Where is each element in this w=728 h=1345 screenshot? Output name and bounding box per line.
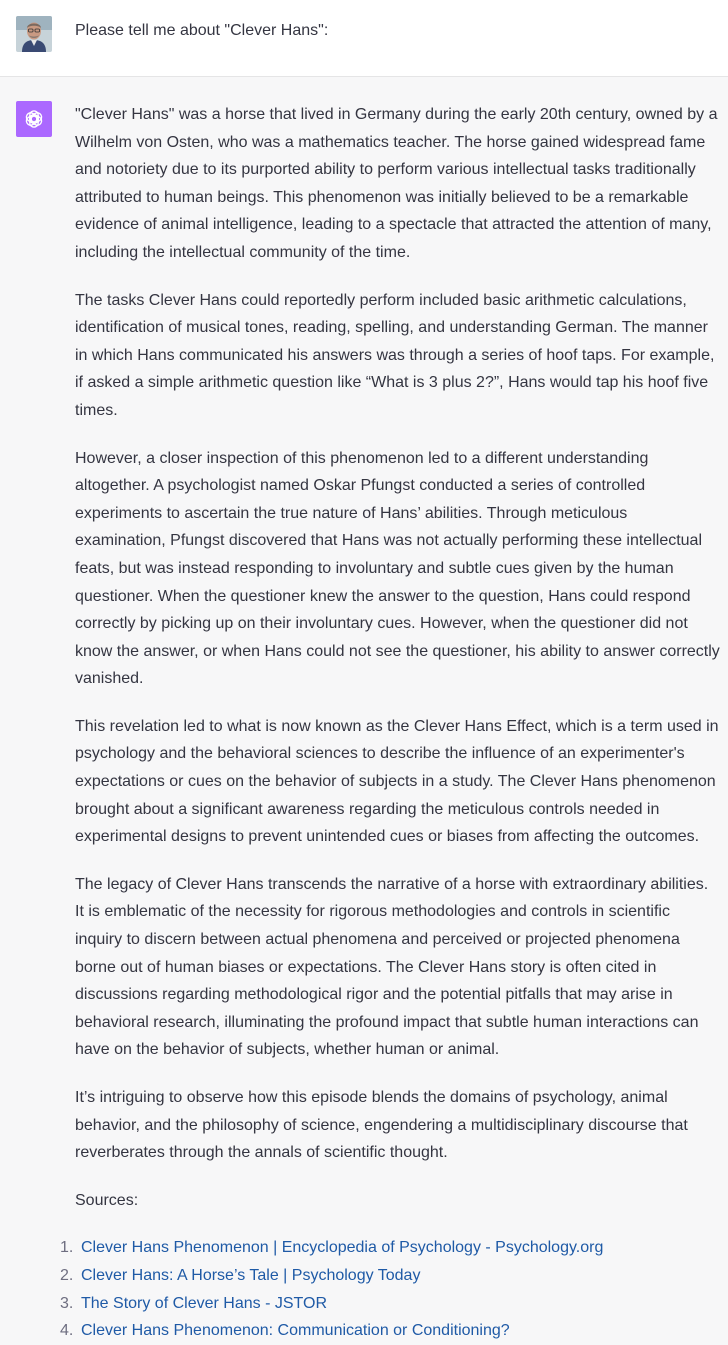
- response-paragraph: This revelation led to what is now known as the Clever Hans Effect, which is a term used in psychology and the behavioral sciences to describe the influence of an experimenter's expectations or cues on the behavior of subjects in a study. The Clever Hans phenomenon brought about a significant awareness regarding the meticulous controls needed in experimental designs to prevent unintended cues or biases from affecting the outcomes.: [75, 717, 719, 846]
- source-number: 2.: [60, 1266, 74, 1284]
- assistant-response: [60, 101, 721, 1345]
- user-message: [0, 0, 728, 77]
- user-prompt-text: Please tell me about "Clever Hans":: [75, 22, 329, 39]
- assistant-avatar: [16, 101, 52, 137]
- source-item: [60, 1290, 721, 1318]
- source-number: 3.: [60, 1294, 74, 1312]
- user-photo-icon: [16, 16, 52, 52]
- assistant-message: [0, 77, 728, 1345]
- response-paragraph: The tasks Clever Hans could reportedly perform included basic arithmetic calculations, identification of musical tones, reading, spelling, and understanding German. The manner in which Hans communicated his answers was through a series of hoof taps. For example, if asked a simple arithmetic question like “What is 3 plus 2?”, Hans would tap his hoof five times.: [75, 291, 715, 419]
- response-paragraph: "Clever Hans" was a horse that lived in Germany during the early 20th century, owned by a Wilhelm von Osten, who was a mathematics teacher. The horse gained widespread fame and notoriety due to its purported ability to perform various intellectual tasks traditionally attributed to human beings. This phenomenon was initially believed to be a remarkable evidence of animal intelligence, leading to a spectacle that attracted the attention of many, including the intellectual community of the time.: [75, 106, 718, 261]
- response-paragraph: The legacy of Clever Hans transcends the narrative of a horse with extraordinary abilities. It is emblematic of the necessity for rigorous methodologies and controls in scientific inquiry to discern between actual phenomena and perceived or projected phenomena borne out of human biases or expectations. The Clever Hans story is often cited in discussions regarding methodological rigor and the potential pitfalls that may arise in behavioral research, illuminating the profound impact that subtle human interactions can have on the behavior of subjects, whether human or animal.: [75, 875, 709, 1059]
- source-link[interactable]: Clever Hans: A Horse’s Tale | Psychology Today: [81, 1266, 421, 1284]
- source-link[interactable]: Clever Hans Phenomenon | Encyclopedia of Psychology - Psychology.org: [81, 1239, 604, 1257]
- source-number: 4.: [60, 1322, 74, 1340]
- sources-list: [60, 1234, 721, 1344]
- source-item: [60, 1234, 721, 1262]
- source-link[interactable]: The Story of Clever Hans - JSTOR: [81, 1294, 327, 1312]
- source-item: [60, 1317, 721, 1345]
- source-number: 1.: [60, 1239, 74, 1257]
- sources-label: Sources:: [75, 1191, 139, 1209]
- response-paragraph: It’s intriguing to observe how this episode blends the domains of psychology, animal behavior, and the philosophy of science, engendering a multidisciplinary discourse that reverberates through the annals of scientific thought.: [75, 1089, 688, 1162]
- user-avatar: [16, 16, 52, 52]
- source-link[interactable]: Clever Hans Phenomenon: Communication or Conditioning?: [81, 1322, 510, 1340]
- source-item: [60, 1262, 721, 1290]
- response-paragraph: However, a closer inspection of this phenomenon led to a different understanding altogether. A psychologist named Oskar Pfungst conducted a series of controlled experiments to ascertain the true nature of Hans’ abilities. Through meticulous examination, Pfungst discovered that Hans was not actually performing these intellectual feats, but was instead responding to involuntary and subtle cues given by the human questioner. When the questioner knew the answer to the question, Hans could respond correctly by picking up on their involuntary cues. However, when the questioner did not know the answer, or when Hans could not see the questioner, his ability to answer correctly vanished.: [75, 449, 720, 688]
- openai-logo-icon: [23, 108, 45, 130]
